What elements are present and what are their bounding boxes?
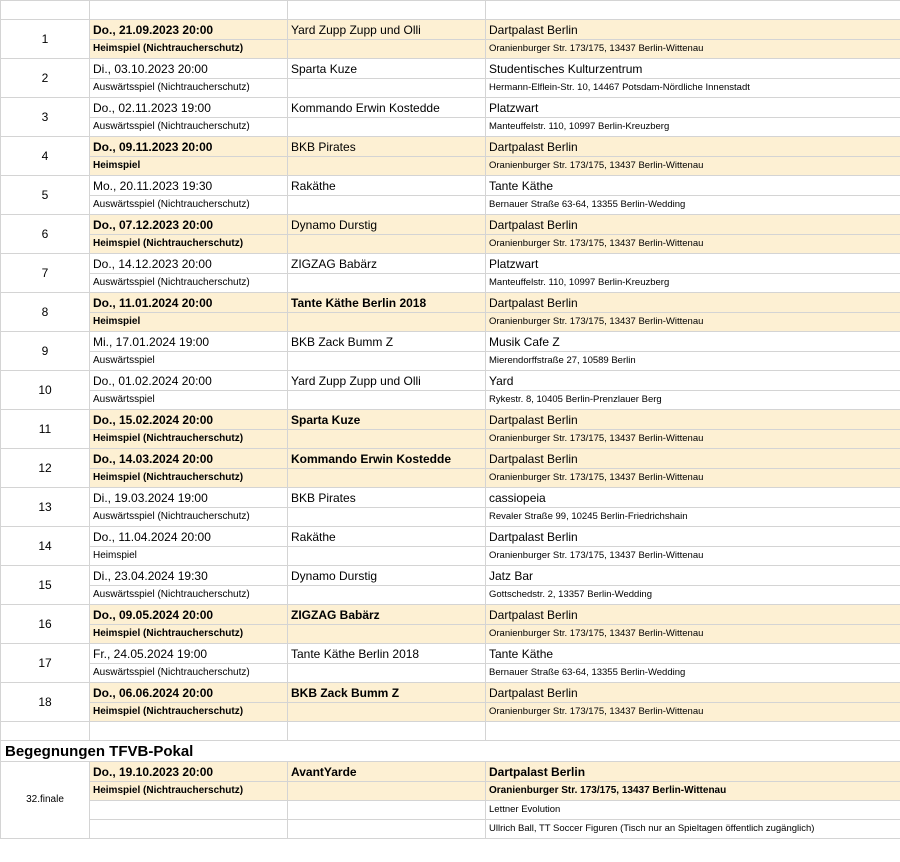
empty-cell[interactable]: [288, 118, 486, 137]
empty-cell[interactable]: [288, 625, 486, 644]
cup-date[interactable]: Do., 19.10.2023 20:00: [90, 762, 288, 782]
match-date[interactable]: Do., 14.03.2024 20:00: [90, 449, 288, 469]
match-type[interactable]: Heimspiel (Nichtraucherschutz): [90, 625, 288, 644]
match-detail-row: [1, 352, 900, 371]
match-number[interactable]: 11: [1, 410, 90, 449]
match-row: [1, 176, 900, 196]
match-date[interactable]: Do., 09.05.2024 20:00: [90, 605, 288, 625]
empty-cell[interactable]: [288, 820, 486, 839]
match-opponent[interactable]: BKB Pirates: [288, 137, 486, 157]
match-detail-row: [1, 430, 900, 449]
match-type[interactable]: Auswärtsspiel: [90, 352, 288, 371]
match-date[interactable]: Di., 23.04.2024 19:30: [90, 566, 288, 586]
match-number[interactable]: 17: [1, 644, 90, 683]
match-row: [1, 566, 900, 586]
empty-row: [1, 722, 900, 741]
match-date[interactable]: Do., 15.02.2024 20:00: [90, 410, 288, 430]
cup-title-row: [1, 741, 900, 762]
match-number[interactable]: 15: [1, 566, 90, 605]
match-opponent[interactable]: Dynamo Durstig: [288, 566, 486, 586]
match-type[interactable]: Auswärtsspiel (Nichtraucherschutz): [90, 196, 288, 215]
match-number[interactable]: 10: [1, 371, 90, 410]
match-address[interactable]: Oranienburger Str. 173/175, 13437 Berlin-Wittenau: [486, 313, 900, 332]
match-date[interactable]: Do., 02.11.2023 19:00: [90, 98, 288, 118]
cup-address[interactable]: Oranienburger Str. 173/175, 13437 Berlin-Wittenau: [486, 782, 900, 801]
empty-cell[interactable]: [90, 722, 288, 741]
match-address[interactable]: Oranienburger Str. 173/175, 13437 Berlin-Wittenau: [486, 625, 900, 644]
empty-cell[interactable]: [288, 313, 486, 332]
match-venue[interactable]: Dartpalast Berlin: [486, 449, 900, 469]
match-date[interactable]: Di., 03.10.2023 20:00: [90, 59, 288, 79]
match-detail-row: [1, 547, 900, 566]
match-address[interactable]: Oranienburger Str. 173/175, 13437 Berlin-Wittenau: [486, 469, 900, 488]
match-opponent[interactable]: Dynamo Durstig: [288, 215, 486, 235]
empty-cell[interactable]: [288, 801, 486, 820]
empty-cell[interactable]: [288, 586, 486, 605]
match-detail-row: [1, 235, 900, 254]
cup-detail-row: [1, 782, 900, 801]
match-venue[interactable]: Dartpalast Berlin: [486, 410, 900, 430]
match-date[interactable]: Do., 11.01.2024 20:00: [90, 293, 288, 313]
empty-cell[interactable]: [288, 235, 486, 254]
match-venue[interactable]: Tante Käthe: [486, 644, 900, 664]
match-type[interactable]: Heimspiel: [90, 313, 288, 332]
empty-cell[interactable]: [288, 469, 486, 488]
match-date[interactable]: Do., 07.12.2023 20:00: [90, 215, 288, 235]
match-address[interactable]: Revaler Straße 99, 10245 Berlin-Friedrichshain: [486, 508, 900, 527]
match-detail-row: [1, 586, 900, 605]
match-number[interactable]: 18: [1, 683, 90, 722]
match-detail-row: [1, 118, 900, 137]
match-address[interactable]: Oranienburger Str. 173/175, 13437 Berlin-Wittenau: [486, 235, 900, 254]
match-row: [1, 488, 900, 508]
match-type[interactable]: Heimspiel (Nichtraucherschutz): [90, 235, 288, 254]
empty-cell[interactable]: [288, 196, 486, 215]
match-address[interactable]: Bernauer Straße 63-64, 13355 Berlin-Wedding: [486, 664, 900, 683]
match-number[interactable]: 9: [1, 332, 90, 371]
match-row: [1, 137, 900, 157]
match-row: [1, 215, 900, 235]
match-row: [1, 605, 900, 625]
match-venue[interactable]: Dartpalast Berlin: [486, 215, 900, 235]
match-row: [1, 59, 900, 79]
empty-cell[interactable]: [288, 391, 486, 410]
match-number[interactable]: 16: [1, 605, 90, 644]
empty-cell[interactable]: [288, 664, 486, 683]
match-venue[interactable]: Dartpalast Berlin: [486, 137, 900, 157]
match-venue[interactable]: Dartpalast Berlin: [486, 527, 900, 547]
match-type[interactable]: Heimspiel (Nichtraucherschutz): [90, 469, 288, 488]
match-address[interactable]: Bernauer Straße 63-64, 13355 Berlin-Wedding: [486, 196, 900, 215]
match-detail-row: [1, 40, 900, 59]
match-opponent[interactable]: Kommando Erwin Kostedde: [288, 449, 486, 469]
match-date[interactable]: Do., 06.06.2024 20:00: [90, 683, 288, 703]
cup-match-row: [1, 762, 900, 782]
match-venue[interactable]: cassiopeia: [486, 488, 900, 508]
match-address[interactable]: Oranienburger Str. 173/175, 13437 Berlin-Wittenau: [486, 157, 900, 176]
match-row: [1, 332, 900, 352]
match-address[interactable]: Manteuffelstr. 110, 10997 Berlin-Kreuzberg: [486, 274, 900, 293]
match-date[interactable]: Do., 14.12.2023 20:00: [90, 254, 288, 274]
match-opponent[interactable]: Kommando Erwin Kostedde: [288, 98, 486, 118]
match-date[interactable]: Do., 11.04.2024 20:00: [90, 527, 288, 547]
match-detail-row: [1, 703, 900, 722]
match-opponent[interactable]: ZIGZAG Babärz: [288, 254, 486, 274]
match-venue[interactable]: Dartpalast Berlin: [486, 605, 900, 625]
match-address[interactable]: Oranienburger Str. 173/175, 13437 Berlin-Wittenau: [486, 703, 900, 722]
match-venue[interactable]: Dartpalast Berlin: [486, 293, 900, 313]
empty-cell[interactable]: [90, 801, 288, 820]
empty-cell[interactable]: [288, 79, 486, 98]
match-type[interactable]: Auswärtsspiel (Nichtraucherschutz): [90, 118, 288, 137]
match-date[interactable]: Fr., 24.05.2024 19:00: [90, 644, 288, 664]
match-row: [1, 683, 900, 703]
match-address[interactable]: Mierendorffstraße 27, 10589 Berlin: [486, 352, 900, 371]
match-row: [1, 371, 900, 391]
cup-note-row: [1, 820, 900, 839]
match-number[interactable]: 13: [1, 488, 90, 527]
match-row: [1, 410, 900, 430]
match-address[interactable]: Gottschedstr. 2, 13357 Berlin-Wedding: [486, 586, 900, 605]
match-row: [1, 20, 900, 40]
match-opponent[interactable]: Tante Käthe Berlin 2018: [288, 293, 486, 313]
match-type[interactable]: Auswärtsspiel (Nichtraucherschutz): [90, 508, 288, 527]
cup-title: Begegnungen TFVB-Pokal: [1, 741, 900, 762]
match-address[interactable]: Rykestr. 8, 10405 Berlin-Prenzlauer Berg: [486, 391, 900, 410]
match-date[interactable]: Di., 19.03.2024 19:00: [90, 488, 288, 508]
match-detail-row: [1, 157, 900, 176]
match-venue[interactable]: Dartpalast Berlin: [486, 20, 900, 40]
empty-cell[interactable]: [288, 508, 486, 527]
match-venue[interactable]: Musik Cafe Z: [486, 332, 900, 352]
empty-cell[interactable]: [288, 352, 486, 371]
match-number[interactable]: 3: [1, 98, 90, 137]
match-number[interactable]: 5: [1, 176, 90, 215]
cup-note[interactable]: Lettner Evolution: [486, 801, 900, 820]
match-opponent[interactable]: Rakäthe: [288, 176, 486, 196]
match-row: [1, 527, 900, 547]
match-number[interactable]: 12: [1, 449, 90, 488]
match-opponent[interactable]: BKB Zack Bumm Z: [288, 332, 486, 352]
match-opponent[interactable]: Sparta Kuze: [288, 410, 486, 430]
match-detail-row: [1, 508, 900, 527]
match-detail-row: [1, 625, 900, 644]
match-venue[interactable]: Studentisches Kulturzentrum: [486, 59, 900, 79]
match-venue[interactable]: Platzwart: [486, 98, 900, 118]
match-address[interactable]: Oranienburger Str. 173/175, 13437 Berlin-Wittenau: [486, 547, 900, 566]
match-opponent[interactable]: Rakäthe: [288, 527, 486, 547]
cup-round[interactable]: 32.finale: [1, 762, 90, 839]
match-type[interactable]: Heimspiel: [90, 157, 288, 176]
match-opponent[interactable]: BKB Zack Bumm Z: [288, 683, 486, 703]
match-row: [1, 449, 900, 469]
match-number[interactable]: 2: [1, 59, 90, 98]
cup-opponent[interactable]: AvantYarde: [288, 762, 486, 782]
cup-venue[interactable]: Dartpalast Berlin: [486, 762, 900, 782]
match-number[interactable]: 8: [1, 293, 90, 332]
empty-cell[interactable]: [288, 547, 486, 566]
match-detail-row: [1, 79, 900, 98]
match-type[interactable]: Heimspiel (Nichtraucherschutz): [90, 703, 288, 722]
match-venue[interactable]: Tante Käthe: [486, 176, 900, 196]
empty-cell[interactable]: [288, 703, 486, 722]
match-type[interactable]: Heimspiel (Nichtraucherschutz): [90, 430, 288, 449]
match-venue[interactable]: Platzwart: [486, 254, 900, 274]
empty-cell[interactable]: [486, 722, 900, 741]
empty-cell[interactable]: [288, 274, 486, 293]
match-detail-row: [1, 313, 900, 332]
match-number[interactable]: 4: [1, 137, 90, 176]
match-type[interactable]: Heimspiel: [90, 547, 288, 566]
top-empty-row: [1, 1, 900, 20]
match-detail-row: [1, 664, 900, 683]
empty-cell[interactable]: [288, 430, 486, 449]
match-row: [1, 254, 900, 274]
match-venue[interactable]: Jatz Bar: [486, 566, 900, 586]
match-opponent[interactable]: Yard Zupp Zupp und Olli: [288, 371, 486, 391]
match-detail-row: [1, 391, 900, 410]
match-opponent[interactable]: Sparta Kuze: [288, 59, 486, 79]
match-detail-row: [1, 196, 900, 215]
match-row: [1, 98, 900, 118]
match-date[interactable]: Do., 21.09.2023 20:00: [90, 20, 288, 40]
match-date[interactable]: Do., 01.02.2024 20:00: [90, 371, 288, 391]
match-address[interactable]: Hermann-Elflein-Str. 10, 14467 Potsdam-Nördliche Innenstadt: [486, 79, 900, 98]
match-opponent[interactable]: ZIGZAG Babärz: [288, 605, 486, 625]
match-type[interactable]: Auswärtsspiel: [90, 391, 288, 410]
cup-note[interactable]: Ullrich Ball, TT Soccer Figuren (Tisch nur an Spieltagen öffentlich zugänglich): [486, 820, 900, 839]
match-address[interactable]: Oranienburger Str. 173/175, 13437 Berlin-Wittenau: [486, 430, 900, 449]
match-detail-row: [1, 274, 900, 293]
empty-cell[interactable]: [288, 40, 486, 59]
empty-cell[interactable]: [90, 820, 288, 839]
empty-cell[interactable]: [288, 782, 486, 801]
match-type[interactable]: Auswärtsspiel (Nichtraucherschutz): [90, 586, 288, 605]
match-date[interactable]: Mi., 17.01.2024 19:00: [90, 332, 288, 352]
match-type[interactable]: Auswärtsspiel (Nichtraucherschutz): [90, 274, 288, 293]
match-opponent[interactable]: Yard Zupp Zupp und Olli: [288, 20, 486, 40]
cup-type[interactable]: Heimspiel (Nichtraucherschutz): [90, 782, 288, 801]
match-opponent[interactable]: Tante Käthe Berlin 2018: [288, 644, 486, 664]
match-type[interactable]: Auswärtsspiel (Nichtraucherschutz): [90, 664, 288, 683]
match-date[interactable]: Do., 09.11.2023 20:00: [90, 137, 288, 157]
match-row: [1, 293, 900, 313]
match-type[interactable]: Heimspiel (Nichtraucherschutz): [90, 40, 288, 59]
match-number[interactable]: 1: [1, 20, 90, 59]
match-venue[interactable]: Dartpalast Berlin: [486, 683, 900, 703]
empty-cell[interactable]: [288, 157, 486, 176]
match-number[interactable]: 7: [1, 254, 90, 293]
match-number[interactable]: 14: [1, 527, 90, 566]
cup-note-row: [1, 801, 900, 820]
empty-cell[interactable]: [1, 722, 90, 741]
match-type[interactable]: Auswärtsspiel (Nichtraucherschutz): [90, 79, 288, 98]
match-row: [1, 644, 900, 664]
match-number[interactable]: 6: [1, 215, 90, 254]
match-detail-row: [1, 469, 900, 488]
match-address[interactable]: Oranienburger Str. 173/175, 13437 Berlin-Wittenau: [486, 40, 900, 59]
empty-cell[interactable]: [288, 722, 486, 741]
match-address[interactable]: Manteuffelstr. 110, 10997 Berlin-Kreuzberg: [486, 118, 900, 137]
match-date[interactable]: Mo., 20.11.2023 19:30: [90, 176, 288, 196]
match-venue[interactable]: Yard: [486, 371, 900, 391]
match-opponent[interactable]: BKB Pirates: [288, 488, 486, 508]
